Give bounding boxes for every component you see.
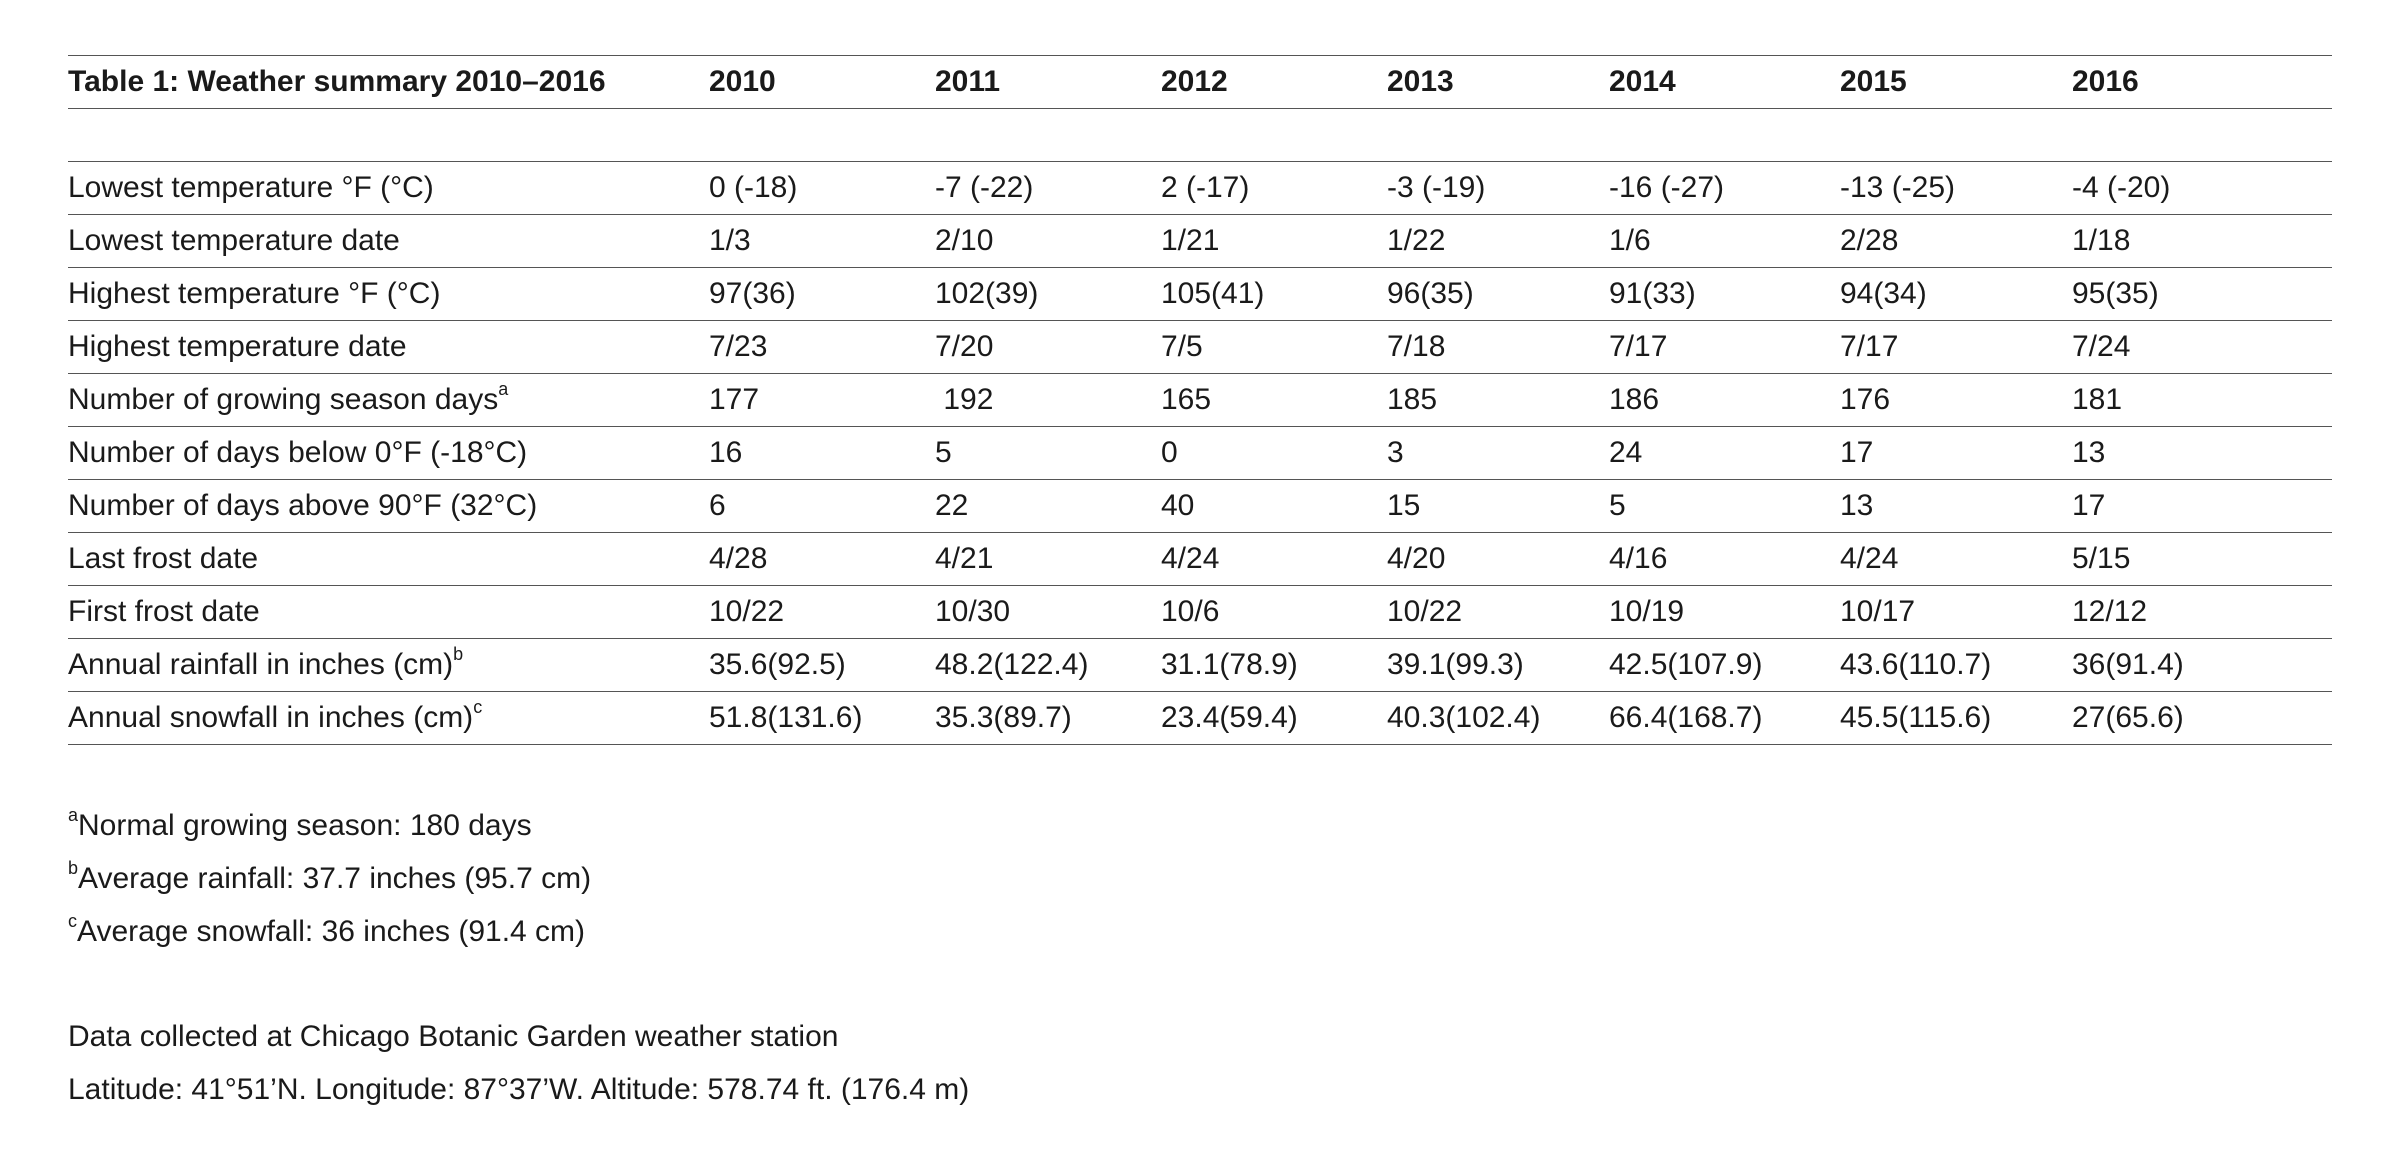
table-cell: 0 (-18) — [709, 162, 935, 215]
table-cell: -7 (-22) — [935, 162, 1161, 215]
footnote-marker: b — [453, 644, 464, 664]
table-cell: 51.8(131.6) — [709, 692, 935, 745]
table-cell: 94(34) — [1840, 268, 2072, 321]
table-row — [68, 692, 2332, 745]
table-cell: 13 — [2072, 427, 2332, 480]
table-cell: -4 (-20) — [2072, 162, 2332, 215]
footnote: $^b$Average rainfall: 37.7 inches (95.7 cm) — [68, 858, 592, 895]
row-label: Number of days below 0°F (-18°C) — [68, 427, 709, 480]
footnote-marker: c — [473, 697, 483, 717]
table-cell: 2/28 — [1840, 215, 2072, 268]
footnote-marker: a — [498, 379, 509, 399]
table-cell: 186 — [1609, 374, 1840, 427]
table-cell: 1/6 — [1609, 215, 1840, 268]
station-info — [68, 1010, 2332, 1116]
table-cell: 10/19 — [1609, 586, 1840, 639]
table-cell: 1/21 — [1161, 215, 1387, 268]
station-location-line: Latitude: 41°51’N. Longitude: 87°37’W. Altitude: 578.74 ft. (176.4 m) — [68, 1073, 970, 1106]
table-cell: 27(65.6) — [2072, 692, 2332, 745]
table-cell: 7/17 — [1609, 321, 1840, 374]
table-cell: 10/30 — [935, 586, 1161, 639]
table-cell: 23.4(59.4) — [1161, 692, 1387, 745]
table-row — [68, 374, 2332, 427]
weather-summary-table — [68, 55, 2332, 745]
table-cell: -16 (-27) — [1609, 162, 1840, 215]
table-cell: 31.1(78.9) — [1161, 639, 1387, 692]
table-cell: 17 — [2072, 480, 2332, 533]
table-cell: 7/5 — [1161, 321, 1387, 374]
table-row — [68, 321, 2332, 374]
table-cell: 40.3(102.4) — [1387, 692, 1609, 745]
footnote: $^c$Average snowfall: 36 inches (91.4 cm) — [68, 911, 586, 948]
table-cell: 48.2(122.4) — [935, 639, 1161, 692]
document-page — [68, 55, 2332, 1116]
table-cell: 177 — [709, 374, 935, 427]
row-label: Lowest temperature °F (°C) — [68, 162, 709, 215]
year-header: 2015 — [1840, 56, 2072, 109]
table-cell: 4/28 — [709, 533, 935, 586]
table-caption: Table 1: Weather summary 2010–2016 — [68, 56, 709, 109]
table-cell: 102(39) — [935, 268, 1161, 321]
table-cell: 16 — [709, 427, 935, 480]
table-cell: 1/18 — [2072, 215, 2332, 268]
table-row — [68, 639, 2332, 692]
table-cell: 15 — [1387, 480, 1609, 533]
table-cell: 4/21 — [935, 533, 1161, 586]
table-cell: 40 — [1161, 480, 1387, 533]
row-label: Number of days above 90°F (32°C) — [68, 480, 709, 533]
table-cell: 2 (-17) — [1161, 162, 1387, 215]
table-cell: 5 — [1609, 480, 1840, 533]
table-cell: 42.5(107.9) — [1609, 639, 1840, 692]
table-cell: 24 — [1609, 427, 1840, 480]
station-source-line: Data collected at Chicago Botanic Garden weather station — [68, 1020, 839, 1053]
table-cell: 91(33) — [1609, 268, 1840, 321]
table-cell: 4/16 — [1609, 533, 1840, 586]
year-header: 2013 — [1387, 56, 1609, 109]
table-cell: 22 — [935, 480, 1161, 533]
row-label: Highest temperature °F (°C) — [68, 268, 709, 321]
table-row — [68, 215, 2332, 268]
table-cell: 5 — [935, 427, 1161, 480]
table-row — [68, 268, 2332, 321]
table-cell: 10/22 — [1387, 586, 1609, 639]
table-cell: 7/20 — [935, 321, 1161, 374]
row-label: Annual snowfall in inches (cm)$^c$ — [68, 692, 709, 745]
table-cell: 3 — [1387, 427, 1609, 480]
table-cell: 39.1(99.3) — [1387, 639, 1609, 692]
table-cell: 96(35) — [1387, 268, 1609, 321]
table-row — [68, 586, 2332, 639]
row-label: Highest temperature date — [68, 321, 709, 374]
footnotes — [68, 799, 2332, 958]
table-header-row — [68, 56, 2332, 109]
table-cell: 192 — [935, 374, 1161, 427]
table-cell: 35.3(89.7) — [935, 692, 1161, 745]
table-cell: 1/3 — [709, 215, 935, 268]
table-cell: 1/22 — [1387, 215, 1609, 268]
year-header: 2012 — [1161, 56, 1387, 109]
table-row — [68, 480, 2332, 533]
table-cell: 17 — [1840, 427, 2072, 480]
row-label: Annual rainfall in inches (cm)$^b$ — [68, 639, 709, 692]
table-row — [68, 533, 2332, 586]
table-cell: -13 (-25) — [1840, 162, 2072, 215]
table-cell: 7/18 — [1387, 321, 1609, 374]
table-body — [68, 162, 2332, 745]
table-cell: 10/6 — [1161, 586, 1387, 639]
table-cell: 185 — [1387, 374, 1609, 427]
footnote: $^a$Normal growing season: 180 days — [68, 805, 532, 842]
table-cell: 4/24 — [1840, 533, 2072, 586]
table-cell: 6 — [709, 480, 935, 533]
row-label: Lowest temperature date — [68, 215, 709, 268]
table-cell: 0 — [1161, 427, 1387, 480]
table-cell: 2/10 — [935, 215, 1161, 268]
table-cell: 45.5(115.6) — [1840, 692, 2072, 745]
table-cell: 181 — [2072, 374, 2332, 427]
table-cell: 10/17 — [1840, 586, 2072, 639]
row-label: Last frost date — [68, 533, 709, 586]
table-cell: 10/22 — [709, 586, 935, 639]
year-header: 2016 — [2072, 56, 2332, 109]
table-row — [68, 427, 2332, 480]
table-cell: 95(35) — [2072, 268, 2332, 321]
table-cell: -3 (-19) — [1387, 162, 1609, 215]
table-cell: 5/15 — [2072, 533, 2332, 586]
table-cell: 36(91.4) — [2072, 639, 2332, 692]
table-row — [68, 162, 2332, 215]
table-cell: 12/12 — [2072, 586, 2332, 639]
table-cell: 43.6(110.7) — [1840, 639, 2072, 692]
table-cell: 4/20 — [1387, 533, 1609, 586]
year-header: 2014 — [1609, 56, 1840, 109]
table-cell: 7/23 — [709, 321, 935, 374]
table-cell: 165 — [1161, 374, 1387, 427]
table-cell: 4/24 — [1161, 533, 1387, 586]
year-header: 2010 — [709, 56, 935, 109]
table-cell: 97(36) — [709, 268, 935, 321]
table-spacer-row — [68, 109, 2332, 162]
table-cell: 7/17 — [1840, 321, 2072, 374]
row-label: Number of growing season days$^a$ — [68, 374, 709, 427]
table-cell: 105(41) — [1161, 268, 1387, 321]
table-cell: 7/24 — [2072, 321, 2332, 374]
year-header: 2011 — [935, 56, 1161, 109]
table-cell: 176 — [1840, 374, 2072, 427]
table-cell: 35.6(92.5) — [709, 639, 935, 692]
table-cell: 13 — [1840, 480, 2072, 533]
table-cell: 66.4(168.7) — [1609, 692, 1840, 745]
row-label: First frost date — [68, 586, 709, 639]
